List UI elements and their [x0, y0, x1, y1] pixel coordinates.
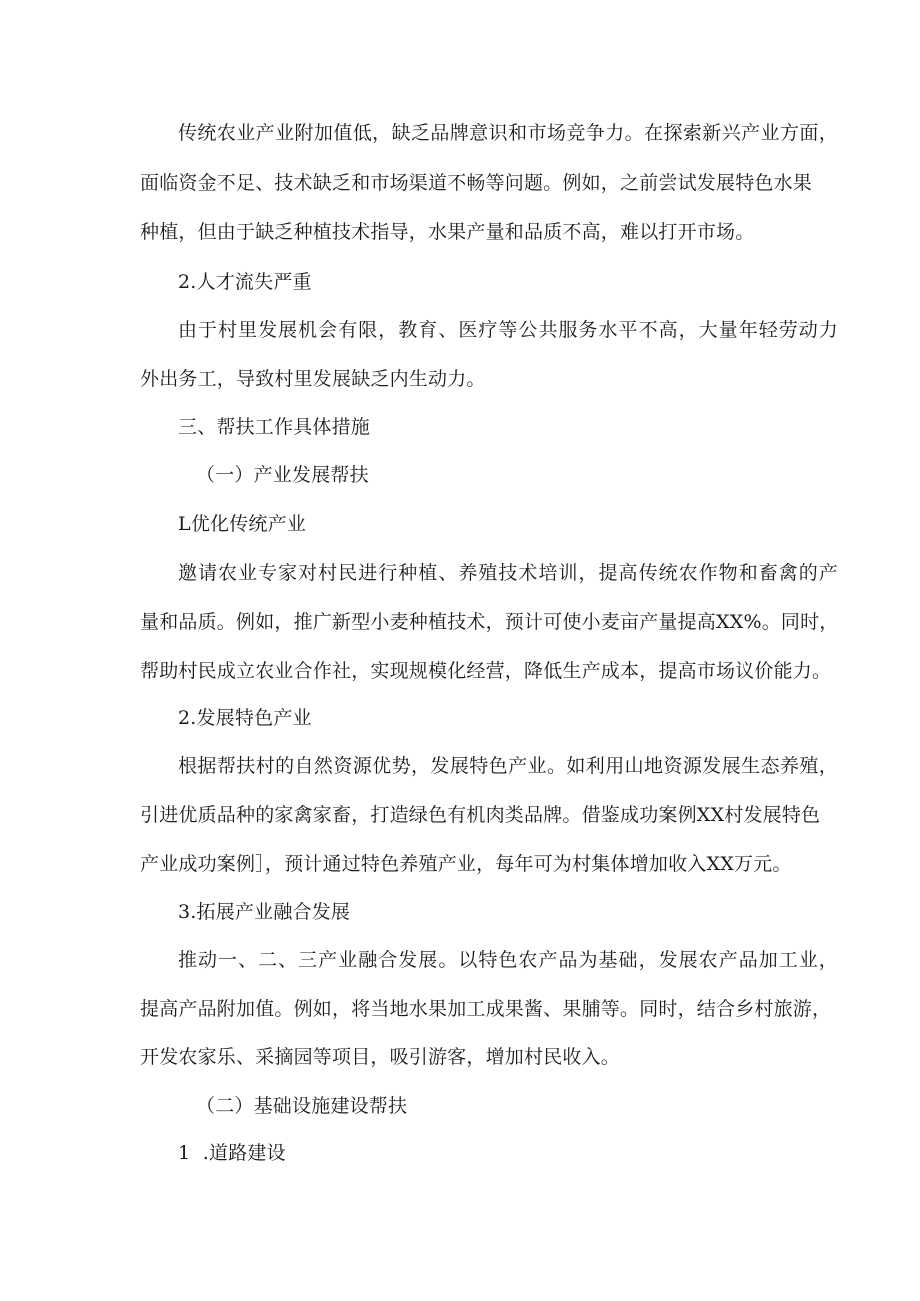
para-talent-line-2: 外出务工，导致村里发展缺乏内生动力。: [140, 368, 486, 390]
para-optimize-line-1: 邀请农业专家对村民进行种植、养殖技术培训，提高传统农作物和畜禽的产: [178, 562, 838, 584]
heading-talent-loss: 2.人才流失严重: [178, 271, 312, 293]
para-special-line-2: 引进优质品种的家禽家畜，打造绿色有机肉类品牌。借鉴成功案例XX村发展特色: [140, 804, 821, 826]
heading-industry-fusion: 3.拓展产业融合发展: [178, 901, 351, 923]
para-fusion-line-2: 提高产品附加值。例如，将当地水果加工成果酱、果脯等。同时，结合乡村旅游，: [140, 998, 832, 1020]
para-optimize-line-3: 帮助村民成立农业合作社，实现规模化经营，降低生产成本，提高市场议价能力。: [140, 660, 832, 682]
para-weak-industry-line-3: 种植，但由于缺乏种植技术指导，水果产量和品质不高，难以打开市场。: [140, 221, 755, 243]
heading-optimize-traditional: L优化传统产业: [178, 513, 307, 535]
heading-industry-support: （一）产业发展帮扶: [196, 464, 369, 486]
heading-infrastructure-support: （二）基础设施建设帮扶: [196, 1095, 408, 1117]
heading-special-industry: 2.发展特色产业: [178, 707, 312, 729]
para-talent-line-1: 由于村里发展机会有限，教育、医疗等公共服务水平不高，大量年轻劳动力: [178, 319, 838, 341]
para-optimize-line-2: 量和品质。例如，推广新型小麦种植技术，预计可使小麦亩产量提高XX%。同时，: [140, 611, 839, 633]
para-special-line-3: 产业成功案例］，预计通过特色养殖产业，每年可为村集体增加收入XX万元。: [140, 853, 792, 875]
para-fusion-line-1: 推动一、二、三产业融合发展。以特色农产品为基础，发展农产品加工业，: [178, 949, 838, 971]
para-special-line-1: 根据帮扶村的自然资源优势，发展特色产业。如利用山地资源发展生态养殖，: [178, 755, 838, 777]
para-weak-industry-line-1: 传统农业产业附加值低，缺乏品牌意识和市场竞争力。在探索新兴产业方面，: [178, 122, 838, 144]
para-fusion-line-3: 开发农家乐、采摘园等项目，吸引游客，增加村民收入。: [140, 1046, 621, 1068]
para-weak-industry-line-2: 面临资金不足、技术缺乏和市场渠道不畅等问题。例如，之前尝试发展特色水果: [140, 172, 813, 194]
heading-road-construction: 1 .道路建设: [178, 1142, 286, 1164]
heading-section-3: 三、帮扶工作具体措施: [178, 416, 371, 438]
